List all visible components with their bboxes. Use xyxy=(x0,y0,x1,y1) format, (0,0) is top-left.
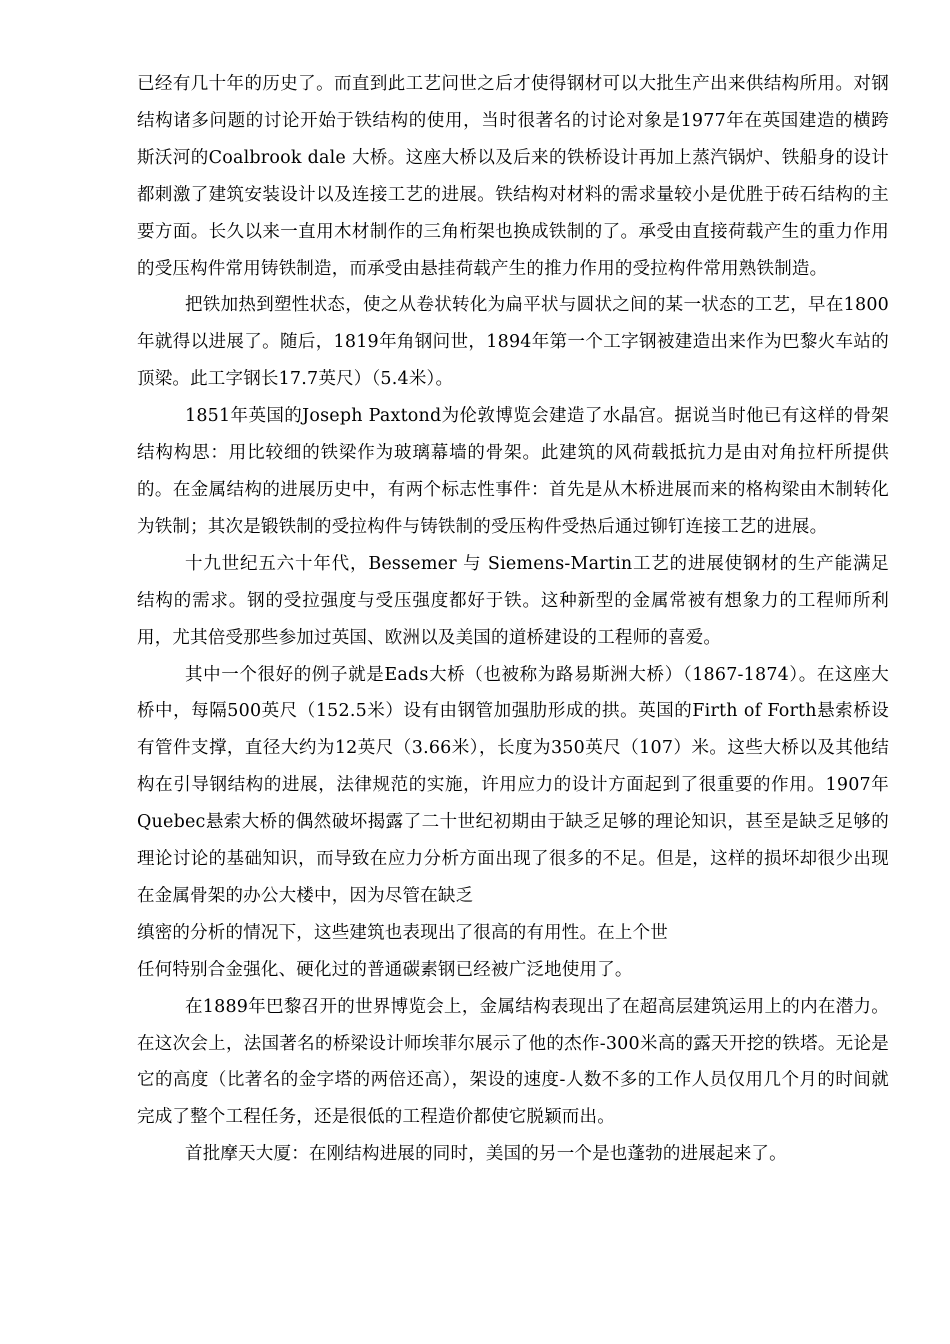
paragraph-6: 在1889年巴黎召开的世界博览会上，金属结构表现出了在超高层建筑运用上的内在潜力。在这次会上，法国著名的桥梁设计师埃菲尔展示了他的杰作-300米高的露天开挖的铁塔。无论是它的高度（比著名的金字塔的两倍还高），架设的速度-人数不多的工作人员仅用几个月的时间就完成了整个工程任务，还是很低的工程造价都使它脱颖而出。 xyxy=(137,996,889,1128)
paragraph-2: 把铁加热到塑性状态，使之从卷状转化为扁平状与圆状之间的某一状态的工艺，早在1800年就得以进展了。随后，1819年角钢问世，1894年第一个工字钢被建造出来作为巴黎火车站的顶梁。此工字钢长17.7英尺）（5.4米）。 xyxy=(137,295,889,390)
paragraph-3: 1851年英国的Joseph Paxtond为伦敦博览会建造了水晶宫。据说当时他已有这样的骨架结构构思：用比较细的铁梁作为玻璃幕墙的骨架。此建筑的风荷载抵抗力是由对角拉杆所提供的。在金属结构的进展历史中，有两个标志性事件：首先是从木桥进展而来的格构梁由木制转化为铁制；其次是锻铁制的受拉构件与铸铁制的受压构件受热后通过铆钉连接工艺的进展。 xyxy=(137,406,889,537)
paragraph-5: 其中一个很好的例子就是Eads大桥（也被称为路易斯洲大桥）（1867-1874）。在这座大桥中，每隔500英尺（152.5米）设有由钢管加强肋形成的拱。英国的Firth of Forth悬索桥设有管件支撑，直径大约为12英尺（3.66米），长度为350英尺（107）米。这些大桥以及其他结构在引导钢结构的进展，法律规范的实施，许用应力的设计方面起到了很重要的作用。1907年Quebec悬索大桥的偶然破坏揭露了二十世纪初期由于缺乏足够的理论知识，甚至是缺乏足够的理论讨论的基础知识，而导致在应力分析方面出现了很多的不足。但是，这样的损坏却很少出现在金属骨架的办公大楼中，因为尽管在缺乏 xyxy=(137,664,889,906)
paragraph-4: 十九世纪五六十年代，Bessemer 与 Siemens-Martin工艺的进展使钢材的生产能满足结构的需求。钢的受拉强度与受压强度都好于铁。这种新型的金属常被有想象力的工程师所利用，尤其倍受那些参加过英国、欧洲以及美国的道桥建设的工程师的喜爱。 xyxy=(137,553,889,648)
paragraph-5-continued: 缜密的分析的情况下，这些建筑也表现出了很高的有用性。在上个世 xyxy=(137,922,668,943)
paragraph-5-end: 任何特别合金强化、硬化过的普通碳素钢已经被广泛地使用了。 xyxy=(137,959,633,980)
paragraph-7: 首批摩天大厦：在刚结构进展的同时，美国的另一个是也蓬勃的进展起来了。 xyxy=(185,1144,787,1165)
document-body xyxy=(137,66,889,1173)
paragraph-1: 已经有几十年的历史了。而直到此工艺问世之后才使得钢材可以大批生产出来供结构所用。对钢结构诸多问题的讨论开始于铁结构的使用，当时很著名的讨论对象是1977年在英国建造的横跨斯沃河的Coalbrook dale 大桥。这座大桥以及后来的铁桥设计再加上蒸汽锅炉、铁船身的设计都刺激了建筑安装设计以及连接工艺的进展。铁结构对材料的需求量较小是优胜于砖石结构的主要方面。长久以来一直用木材制作的三角桁架也换成铁制的了。承受由直接荷载产生的重力作用的受压构件常用铸铁制造，而承受由悬挂荷载产生的推力作用的受拉构件常用熟铁制造。 xyxy=(137,74,889,279)
